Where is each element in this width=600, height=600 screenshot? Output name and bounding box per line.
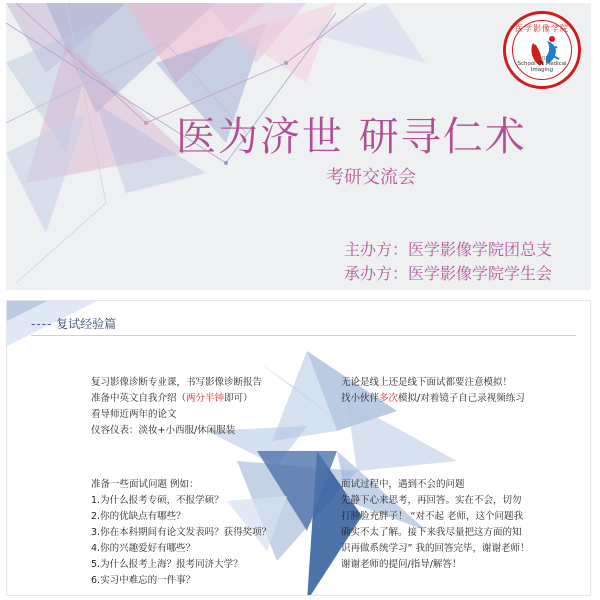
question-item: 4.你的兴趣爱好有哪些？: [91, 543, 196, 554]
question-item: 3.你在本科期间有论文发表吗？获得奖项？: [91, 527, 272, 538]
right-bottom-line: 打肿脸充胖子！ “对不起 老师，这个问题我: [341, 511, 523, 522]
right-bottom-line: 谢谢老师的提问/指导/解答！: [341, 559, 462, 570]
questions-intro: 准备一些面试问题 例如：: [91, 479, 199, 490]
slide-subtitle: 考研交流会: [326, 167, 416, 188]
left-top-line: 看导师近两年的论文: [91, 409, 177, 420]
right-top-line: 找小伙伴多次模拟/对着镜子自己录视频练习: [341, 393, 525, 404]
title-slide: [6, 3, 591, 290]
medical-imaging-school-emblem-icon: [513, 21, 577, 85]
interview-experience-slide: [6, 300, 591, 596]
right-bottom-line: 先静下心来思考，再回答。实在不会，切勿: [341, 495, 522, 506]
question-item: 6.实习中难忘的一件事？: [91, 575, 196, 586]
right-bottom-line: 识再做系统学习” 我的回答完毕，谢谢老师！: [341, 543, 530, 554]
highlight-duration: 两分半钟: [186, 393, 225, 404]
logo-year: 2003: [535, 56, 549, 62]
section-title-text: 复试经验篇: [56, 317, 117, 331]
school-logo: [503, 11, 581, 89]
question-item: 1.为什么报考专硕，不报学硕？: [91, 495, 224, 506]
left-top-line: 准备中英文自我介绍（两分半钟即可）: [91, 393, 253, 404]
highlight-repeat: 多次: [379, 393, 399, 404]
section-title: ---- 复试经验篇: [31, 317, 117, 331]
logo-bottom-text: School Of Medical Imaging: [517, 61, 567, 73]
host-organizer: 主办方：医学影像学院团总支: [344, 240, 553, 259]
slide-title: 医为济世 研寻仁术: [176, 114, 527, 160]
right-top-line: 无论是线上还是线下面试都要注意模拟！: [341, 377, 513, 388]
question-item: 5.为什么报考上海？报考同济大学？: [91, 559, 243, 570]
section-divider: [31, 335, 576, 336]
left-top-line: 仪容仪表：淡妆+小西服/休闲服装: [91, 425, 236, 436]
left-top-line: 复习影像诊断专业课，书写影像诊断报告: [91, 377, 263, 388]
right-bottom-line: 确实不太了解。接下来我尽量把这方面的知: [341, 527, 522, 538]
right-bottom-line: 面试过程中，遇到不会的问题: [341, 479, 465, 490]
logo-top-text: 医学影像学院: [515, 24, 569, 33]
question-item: 2.你的优缺点有哪些？: [91, 511, 186, 522]
co-organizer: 承办方：医学影像学院学生会: [344, 264, 553, 283]
